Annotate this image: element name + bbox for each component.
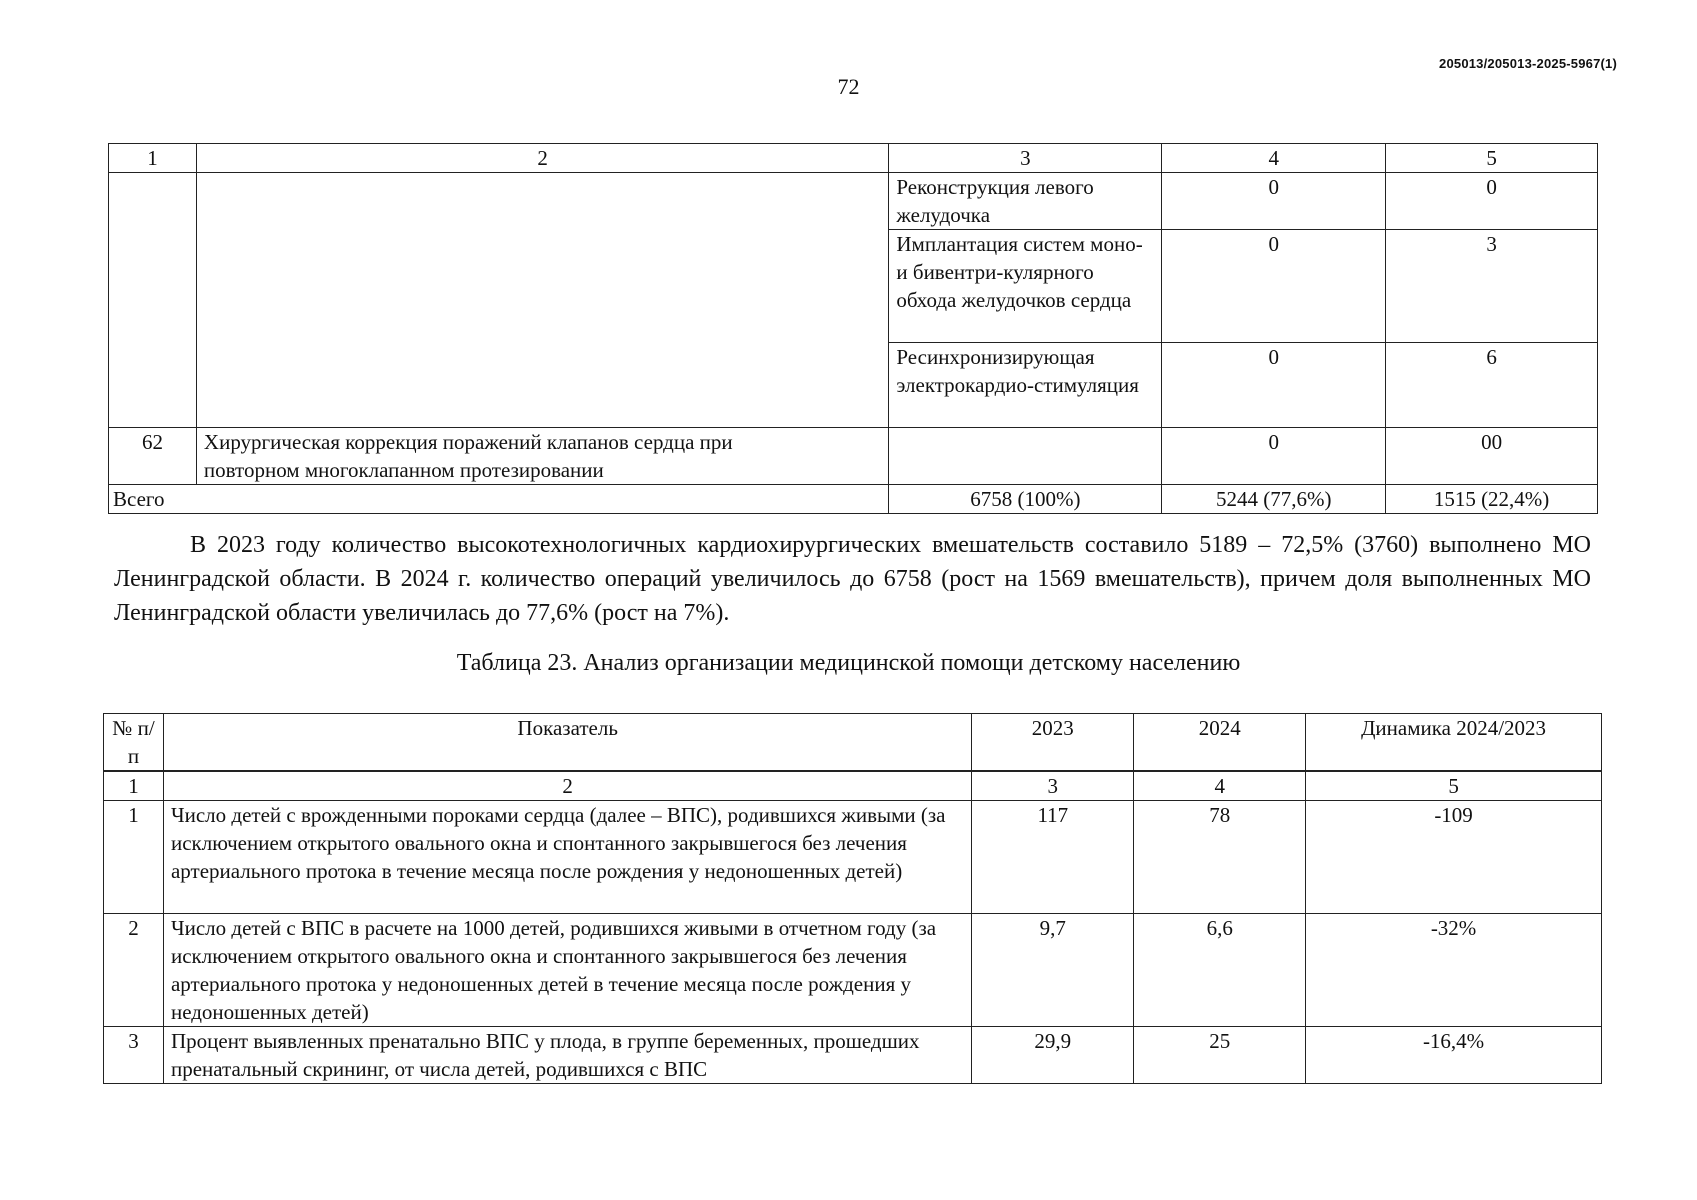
value-cell: 0 xyxy=(1162,173,1386,230)
column-number: 4 xyxy=(1162,144,1386,173)
dynamics-value: -16,4% xyxy=(1306,1027,1602,1084)
method-cell: Имплантация систем моно- и бивентри-кулярного обхода желудочков сердца xyxy=(889,230,1162,343)
header-cell: Показатель xyxy=(163,714,971,771)
row-number: 3 xyxy=(104,1027,164,1084)
column-number: 1 xyxy=(109,144,197,173)
value-2023: 29,9 xyxy=(972,1027,1134,1084)
total-label: Всего xyxy=(109,485,889,514)
value-2024: 78 xyxy=(1134,801,1306,914)
header-cell: 2023 xyxy=(972,714,1134,771)
total-row xyxy=(109,485,1598,514)
column-number: 5 xyxy=(1306,772,1602,801)
column-number: 5 xyxy=(1386,144,1598,173)
value-cell: 0 xyxy=(1162,230,1386,343)
table-caption: Таблица 23. Анализ организации медицинской помощи детскому населению xyxy=(456,650,1241,676)
empty-cell xyxy=(109,173,197,428)
column-number: 2 xyxy=(163,772,971,801)
total-value: 6758 (100%) xyxy=(889,485,1162,514)
value-cell: 0 xyxy=(1162,343,1386,428)
table-row xyxy=(104,914,1602,1027)
header-cell: № п/п xyxy=(104,714,164,771)
column-number: 2 xyxy=(196,144,888,173)
body-paragraph xyxy=(114,528,1591,630)
dynamics-value: -109 xyxy=(1306,801,1602,914)
header-cell: 2024 xyxy=(1134,714,1306,771)
document-id: 205013/205013-2025-5967(1) xyxy=(1439,56,1617,71)
value-cell: 0 xyxy=(1386,173,1598,230)
method-cell xyxy=(889,428,1162,485)
total-value: 1515 (22,4%) xyxy=(1386,485,1598,514)
row-number: 62 xyxy=(109,428,197,485)
table-column-numbers xyxy=(109,144,1598,173)
table-row xyxy=(109,173,1598,230)
header-cell: Динамика 2024/2023 xyxy=(1306,714,1602,771)
row-number: 1 xyxy=(104,801,164,914)
column-number: 1 xyxy=(104,772,164,801)
dynamics-value: -32% xyxy=(1306,914,1602,1027)
row-number: 2 xyxy=(104,914,164,1027)
surgery-table-continuation xyxy=(108,143,1598,514)
value-2023: 117 xyxy=(972,801,1134,914)
total-value: 5244 (77,6%) xyxy=(1162,485,1386,514)
table-row xyxy=(109,428,1598,485)
table-header xyxy=(104,714,1602,771)
value-cell: 0 xyxy=(1162,428,1386,485)
method-cell: Реконструкция левого желудочка xyxy=(889,173,1162,230)
paragraph-text: В 2023 году количество высокотехнологичных кардиохирургических вмешательств составило 5189 – 72,5% (3760) выполнено МО Ленинградской области. В 2024 г. количество операций увеличилось до 6758 (рост на 1569 вмешательств), причем доля выполненных МО Ленинградской области увеличилась до 77,6% (рост на 7%). xyxy=(114,532,1591,626)
indicator-cell: Число детей с врожденными пороками сердца (далее – ВПС), родившихся живыми (за исключением открытого овального окна и спонтанного закрывшегося без лечения артериального протока в течение месяца после рождения у недоношенных детей) xyxy=(163,801,971,914)
procedure-name: Хирургическая коррекция поражений клапанов сердца при повторном многоклапанном протезировании xyxy=(196,428,888,485)
value-2024: 6,6 xyxy=(1134,914,1306,1027)
column-number: 4 xyxy=(1134,772,1306,801)
column-number: 3 xyxy=(972,772,1134,801)
indicator-cell: Процент выявленных пренатально ВПС у плода, в группе беременных, прошедших пренатальный скрининг, от числа детей, родившихся с ВПС xyxy=(163,1027,971,1084)
table-column-numbers xyxy=(104,772,1602,801)
children-care-table xyxy=(103,713,1602,1084)
table-row xyxy=(104,1027,1602,1084)
value-cell: 3 xyxy=(1386,230,1598,343)
page-number: 72 xyxy=(837,74,860,99)
value-2024: 25 xyxy=(1134,1027,1306,1084)
indicator-cell: Число детей с ВПС в расчете на 1000 детей, родившихся живыми в отчетном году (за исключением открытого овального окна и спонтанного закрывшегося без лечения артериального протока у недоношенных детей в течение месяца после рождения у недоношенных детей) xyxy=(163,914,971,1027)
empty-cell xyxy=(196,173,888,428)
column-number: 3 xyxy=(889,144,1162,173)
table-row xyxy=(104,801,1602,914)
value-2023: 9,7 xyxy=(972,914,1134,1027)
value-cell: 00 xyxy=(1386,428,1598,485)
value-cell: 6 xyxy=(1386,343,1598,428)
method-cell: Ресинхронизирующая электрокардио-стимуляция xyxy=(889,343,1162,428)
